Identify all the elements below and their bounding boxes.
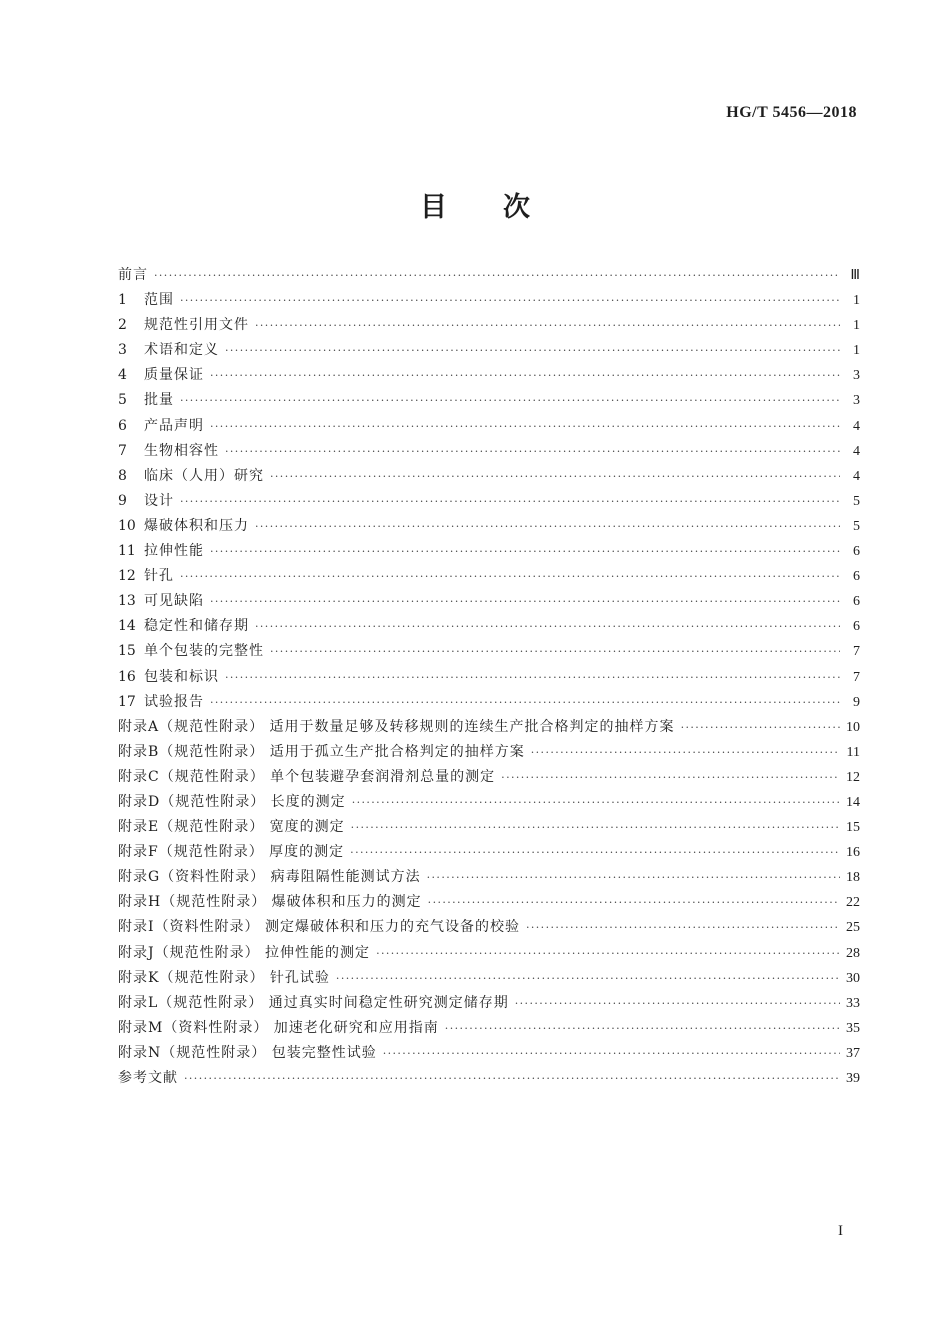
dot-leader [531,746,840,759]
dot-leader [210,420,840,433]
toc-entry-label: 质量保证 [144,367,204,384]
toc-entry-label: 试验报告 [144,693,204,710]
toc-entry-label: 附录G（资料性附录） 病毒阻隔性能测试方法 [118,869,421,886]
toc-entry-label: 附录F（规范性附录） 厚度的测定 [118,844,345,861]
toc-entry-page: 4 [853,468,860,484]
toc-entry[interactable] [118,415,860,440]
toc-entry-number: 1 [118,292,127,309]
toc-entry[interactable] [118,590,860,615]
dot-leader [225,344,840,357]
dot-leader [351,821,840,834]
toc-entry-number: 15 [118,643,136,660]
toc-entry-page: Ⅲ [850,268,860,283]
toc-entry-label: 包装和标识 [144,668,219,685]
toc-entry-number: 14 [118,618,136,635]
toc-entry[interactable] [118,565,860,590]
toc-entry-label: 针孔 [144,568,174,585]
toc-entry-page: 3 [853,393,860,409]
toc-entry[interactable] [118,841,860,866]
toc-entry[interactable] [118,465,860,490]
toc-entry-label: 术语和定义 [144,342,219,359]
toc-entry-number: 5 [118,392,127,409]
toc-entry-label: 附录M（资料性附录） 加速老化研究和应用指南 [118,1019,439,1036]
toc-entry[interactable] [118,691,860,716]
toc-entry[interactable] [118,640,860,665]
toc-entry-number: 9 [118,492,127,509]
toc-entry[interactable] [118,992,860,1017]
toc-entry-page: 33 [846,995,860,1011]
toc-entry[interactable] [118,389,860,414]
dot-leader [501,771,840,784]
toc-entry-label: 附录B（规范性附录） 适用于孤立生产批合格判定的抽样方案 [118,743,525,760]
toc-entry-label: 单个包装的完整性 [144,643,264,660]
toc-entry[interactable] [118,741,860,766]
toc-entry[interactable] [118,891,860,916]
dot-leader [210,545,840,558]
toc-entry-page: 18 [846,870,860,886]
dot-leader [270,645,840,658]
toc-entry[interactable] [118,440,860,465]
toc-entry-page: 10 [846,719,860,735]
toc-entry[interactable] [118,666,860,691]
toc-entry[interactable] [118,314,860,339]
toc-entry-number: 4 [118,367,127,384]
toc-entry-number: 13 [118,593,136,610]
toc-entry-page: 5 [853,518,860,534]
toc-entry-label: 范围 [144,292,174,309]
toc-entry-number: 11 [118,543,136,560]
toc-entry-page: 11 [846,744,860,760]
toc-entry[interactable] [118,264,860,289]
toc-entry-page: 6 [853,619,860,635]
toc-entry-label: 附录L（规范性附录） 通过真实时间稳定性研究测定储存期 [118,994,509,1011]
toc-entry-number: 16 [118,668,136,685]
toc-entry-page: 16 [846,845,860,861]
document-code: HG/T 5456—2018 [726,104,857,121]
toc-entry-label: 规范性引用文件 [144,317,249,334]
toc-entry-label: 附录N（规范性附录） 包装完整性试验 [118,1044,377,1061]
toc-entry-page: 25 [846,920,860,936]
toc-entry-label: 临床（人用）研究 [144,467,264,484]
toc-entry-page: 5 [853,493,860,509]
toc-entry-label: 前言 [118,267,148,283]
toc-entry-page: 30 [846,970,860,986]
toc-entry-label: 批量 [144,392,174,409]
toc-entry-label: 附录E（规范性附录） 宽度的测定 [118,819,345,836]
toc-entry[interactable] [118,766,860,791]
toc-entry[interactable] [118,289,860,314]
toc-entry-label: 爆破体积和压力 [144,517,249,534]
toc-entry-number: 8 [118,467,127,484]
toc-entry-page: 1 [853,318,860,334]
toc-entry[interactable] [118,364,860,389]
toc-entry[interactable] [118,515,860,540]
toc-entry-page: 4 [853,418,860,434]
toc-entry[interactable] [118,716,860,741]
toc-entry-label: 附录A（规范性附录） 适用于数量足够及转移规则的连续生产批合格判定的抽样方案 [118,718,675,735]
toc-entry[interactable] [118,1017,860,1042]
toc-entry-page: 9 [853,694,860,710]
toc-entry[interactable] [118,866,860,891]
toc-entry[interactable] [118,615,860,640]
toc-entry-page: 7 [853,669,860,685]
toc-entry-number: 17 [118,693,136,710]
dot-leader [526,921,840,934]
dot-leader [270,470,840,483]
dot-leader [350,846,840,859]
toc-entry-page: 6 [853,544,860,560]
toc-entry-number: 12 [118,568,136,585]
dot-leader [255,520,840,533]
toc-entry-label: 附录H（规范性附录） 爆破体积和压力的测定 [118,894,422,911]
dot-leader [210,696,840,709]
toc-entry-page: 22 [846,895,860,911]
toc-entry-number: 7 [118,442,127,459]
toc-entry-page: 4 [853,443,860,459]
toc-entry-page: 7 [853,644,860,660]
dot-leader [180,495,840,508]
dot-leader [445,1022,840,1035]
dot-leader [180,294,840,307]
toc-entry[interactable] [118,490,860,515]
dot-leader [210,595,840,608]
dot-leader [225,671,840,684]
toc-entry-label: 稳定性和储存期 [144,618,249,635]
toc-entry-label: 拉伸性能 [144,543,204,560]
dot-leader [427,871,840,884]
dot-leader [210,369,840,382]
toc-entry-page: 37 [846,1045,860,1061]
toc-entry-label: 附录I（资料性附录） 测定爆破体积和压力的充气设备的校验 [118,919,520,936]
toc-entry[interactable] [118,1067,860,1092]
toc-entry[interactable] [118,967,860,992]
dot-leader [154,269,840,282]
toc-entry[interactable] [118,339,860,364]
dot-leader [180,394,840,407]
dot-leader [184,1072,840,1085]
toc-entry-page: 3 [853,368,860,384]
toc-entry-label: 附录D（规范性附录） 长度的测定 [118,793,346,810]
toc-entry-label: 生物相容性 [144,442,219,459]
toc-entry-page: 15 [846,820,860,836]
toc-entry-label: 附录J（规范性附录） 拉伸性能的测定 [118,944,371,961]
toc-entry[interactable] [118,540,860,565]
toc-entry-number: 10 [118,517,136,534]
toc-entry-label: 附录K（规范性附录） 针孔试验 [118,969,330,986]
table-of-contents [118,264,860,1092]
toc-entry-page: 6 [853,569,860,585]
dot-leader [352,796,840,809]
toc-entry-page: 35 [846,1020,860,1036]
toc-entry-page: 28 [846,945,860,961]
toc-entry-page: 12 [846,769,860,785]
toc-entry-label: 附录C（规范性附录） 单个包装避孕套润滑剂总量的测定 [118,768,496,785]
dot-leader [225,445,840,458]
dot-leader [180,570,840,583]
toc-entry-number: 3 [118,342,127,359]
toc-entry-number: 6 [118,417,127,434]
toc-entry-label: 产品声明 [144,417,204,434]
toc-entry[interactable] [118,816,860,841]
dot-leader [255,319,840,332]
dot-leader [681,721,840,734]
toc-entry-label: 参考文献 [118,1070,178,1086]
toc-entry-page: 6 [853,594,860,610]
toc-entry-number: 2 [118,317,127,334]
toc-entry-label: 设计 [144,492,174,509]
toc-entry-page: 14 [846,794,860,810]
toc-entry-label: 可见缺陷 [144,593,204,610]
toc-entry-page: 39 [846,1071,860,1086]
toc-entry[interactable] [118,942,860,967]
dot-leader [255,620,840,633]
page-number: I [838,1223,843,1239]
toc-entry[interactable] [118,916,860,941]
toc-entry-page: 1 [853,343,860,359]
toc-entry[interactable] [118,791,860,816]
dot-leader [515,997,840,1010]
dot-leader [336,972,840,985]
toc-entry-page: 1 [853,293,860,309]
dot-leader [428,896,840,909]
dot-leader [376,947,840,960]
dot-leader [383,1047,840,1060]
toc-entry[interactable] [118,1042,860,1067]
page-title: 目次 [420,192,586,223]
